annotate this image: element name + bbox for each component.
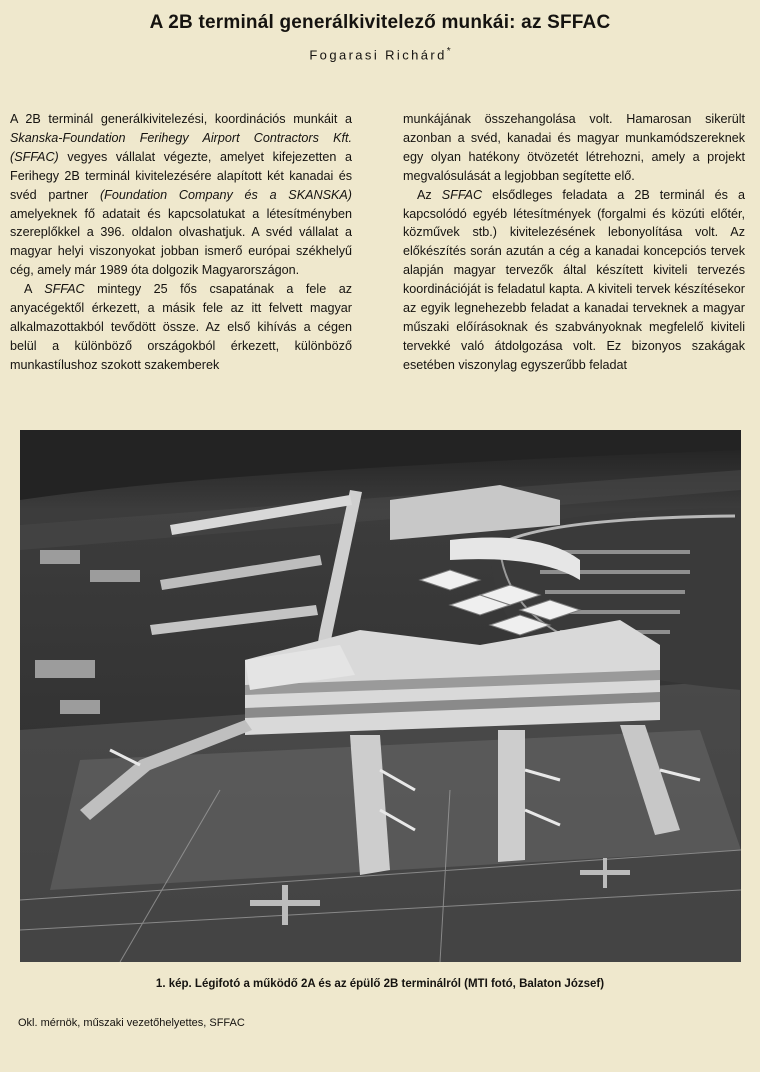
article-title: A 2B terminál generálkivitelező munkái: az SFFAC (149, 12, 611, 33)
text-run: vegyes vállalat végezte, amelyet kifejezetten a Ferihegy 2B terminál kivitelezésére alapított két kanadai és svéd partner (10, 149, 352, 202)
text-run: munkájának összehangolása volt. Hamarosan sikerült azonban a svéd, kanadai és magyar munkamódszereknek egy olyan hatékony ötvözetét létrehozni, amely a projekt megvalósulását a legjobban segítette elő. (403, 112, 745, 183)
paragraph (403, 186, 745, 375)
author-name: Fogarasi Richárd (309, 47, 447, 63)
italic-text: (Foundation Company és a SKANSKA) (99, 187, 352, 202)
italic-text: SFFAC (44, 282, 85, 297)
text-run: Az (417, 187, 442, 202)
italic-text: SFFAC (441, 187, 483, 202)
author-line (0, 46, 760, 62)
paragraph (10, 110, 352, 280)
text-run: A 2B terminál generálkivitelezési, koordinációs munkáit a (10, 112, 352, 126)
paragraph (10, 280, 352, 375)
footnote-marker: * (446, 46, 451, 57)
italic-text: Skanska-Foundation Ferihegy Airport Contractors Kft. (SFFAC) (10, 130, 352, 164)
text-run: amelyeknek fő adatait és kapcsolatukat a létesítményben szereplőkkel a 396. oldalon olvashatjuk. A svéd vállalat a magyar helyi viszonyokat jobban ismerő európai székhelyű cég, amely már 1989 óta dolgozik Magyarországon. (10, 206, 352, 278)
author-footnote: Okl. mérnök, műszaki vezetőhelyettes, SFFAC (18, 1017, 245, 1029)
text-column-left (10, 110, 352, 375)
text-run: elsődleges feladata a 2B terminál és a kapcsolódó egyéb létesítmények (forgalmi és közúti előtér, közművek stb.) kivitelezésének lebonyolítása volt. Az előkészítés során azután a cég a kanadai koncepciós tervek alapján magyar tervezők által készített kiviteli tervezés koordinációját is feladatul kapta. A kiviteli tervek készítésekor az egyik legnehezebb feladat a kanadai terveknek a magyar műszaki előírásoknak és szabványoknak megfelelő kiviteli tervekké való átdolgozása volt. Ez bizonyos szakágak esetében viszonylag egyszerűbb feladat (403, 187, 745, 372)
text-column-right (403, 110, 745, 375)
paragraph (403, 110, 745, 186)
aerial-photo (20, 430, 741, 962)
text-run: mintegy 25 fős csapatának a fele az anyacégektől érkezett, a másik fele az itt felvett magyar alkalmazottakból tevődött össze. Az első kihívás a cégen belül a különböző országokból érkezett, különböző munkastílushoz szokott szakemberek (10, 282, 352, 372)
text-run: A (24, 282, 45, 297)
photo-caption: 1. kép. Légifotó a működő 2A és az épülő 2B terminálról (MTI fotó, Balaton József) (155, 978, 605, 990)
